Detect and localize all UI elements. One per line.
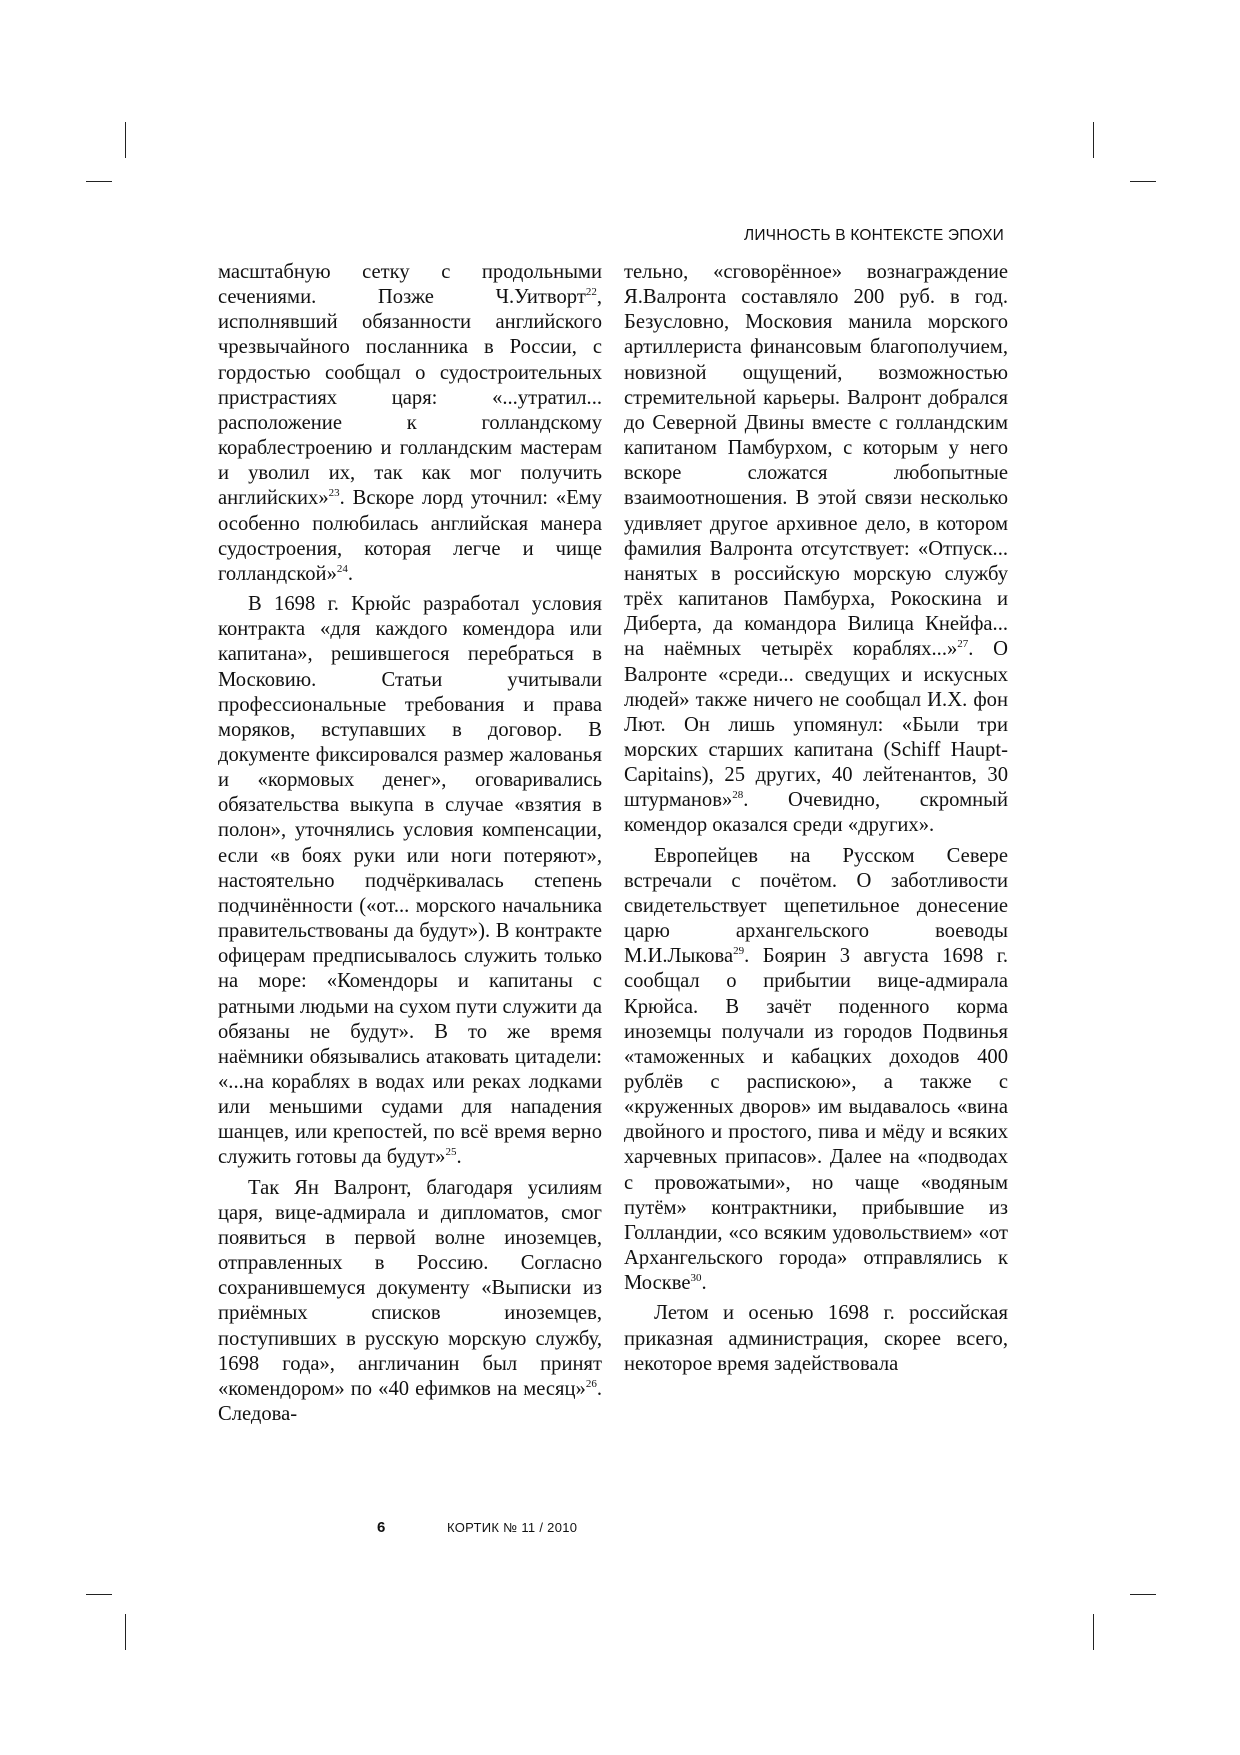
right-column [624,260,1008,1377]
paragraph: Летом и осенью 1698 г. российская приказная администрация, скорее всего, некоторое время задействовала [624,1302,1008,1375]
crop-mark [1130,1594,1156,1595]
paragraph: тельно, «сговорённое» вознаграждение Я.Валронта составляло 200 руб. в год. Безусловно, Московия манила морского артиллериста финансовым благополучием, новизной ощущений, возможностью стремительной карьеры. Валронт добрался до Северной Двины вместе с голландским капитаном Памбурхом, с которым у него вскоре сложатся любопытные взаимоотношения. В этой связи несколько удивляет другое архивное дело, в котором фамилия Валронта отсутствует: «Отпуск... нанятых в российскую морскую службу трёх капитанов Памбурха, Рокоскина и Диберта, да командора Вилица Кнейфа... на наёмных четырёх кораблях...»$^{27}$. О Валронте «среди... сведущих и искусных людей» также ничего не сообщал И.Х. фон Лют. Он лишь упомянул: «Были три морских старших капитана (Schiff Haupt-Capitains), 25 других, 40 лейтенантов, 30 штурманов»$^{28}$. Очевидно, скромный комендор оказался среди «других». [624,261,1009,837]
crop-mark [1093,122,1094,158]
paragraph: В 1698 г. Крюйс разработал условия контракта «для каждого комендора или капитана», решившегося перебраться в Московию. Статьи учитывали профессиональные требования и права моряков, вступавших в договор. В документе фиксировался размер жалованья и «кормовых денег», оговаривались обязательства выкупа в случае «взятия в полон», уточнялись условия компенсации, если «в боях руки или ноги потеряют», настоятельно подчёркивалась степень подчинённости («от... морского начальника правительствованы да будут»). В контракте офицерам предписывалось служить только на море: «Комендоры и капитаны с ратными людьми на сухом пути служити да обязаны не будут». В то же время наёмники обязывались атаковать цитадели: «...на кораблях в водах или реках лодками или меньшими судами для нападения шанцев, или крепостей, по всё время верно служить готовы да будут»$^{25}$. [218,593,602,1169]
paragraph: масштабную сетку с продольными сечениями. Позже Ч.Уитворт$^{22}$, исполнявший обязанности английского чрезвычайного посланника в России, с гордостью сообщал о судостроительных пристрастиях царя: «...утратил... расположение к голландскому кораблестроению и голландским мастерам и уволил их, так как мог получить английских»$^{23}$. Вскоре лорд уточнил: «Ему особенно полюбилась английская манера судостроения, которая легче и чище голландской»$^{24}$. [218,261,602,585]
crop-mark [125,1614,126,1650]
paragraph: Так Ян Валронт, благодаря усилиям царя, вице-адмирала и дипломатов, смог появиться в первой волне иноземцев, отправленных в Россию. Согласно сохранившемуся документу «Выписки из приёмных списков иноземцев, поступивших в русскую морскую службу, 1698 года», англичанин был принят «комендором» по «40 ефимков на месяц»$^{26}$. Следова- [218,1176,602,1426]
crop-mark [1130,181,1156,182]
running-head: ЛИЧНОСТЬ В КОНТЕКСТЕ ЭПОХИ [743,227,1004,244]
page-number: 6 [377,1519,386,1536]
crop-mark [125,122,126,158]
crop-mark [86,1594,112,1595]
crop-mark [86,181,112,182]
crop-mark [1093,1614,1094,1650]
journal-name: КОРТИК № 11 / 2010 [447,1520,578,1535]
left-column [218,260,602,1427]
paragraph: Европейцев на Русском Севере встречали с почётом. О заботливости свидетельствует щепетильное донесение царю архангельского воеводы М.И.Лыкова$^{29}$. Боярин 3 августа 1698 г. сообщал о прибытии вице-адмирала Крюйса. В зачёт поденного корма иноземцы получали из городов Подвинья «таможенных и кабацких доходов 400 рублёв с распискою», а также с «круженных дворов» им выдавалось «вина двойного и простого, пива и мёду и всяких харчевных припасов». Далее на «подводах с провожатыми», но чаще «водяным путём» контрактники, прибывшие из Голландии, «со всяким удовольствием» «от Архангельского города» отправлялись к Москве$^{30}$. [624,844,1008,1295]
